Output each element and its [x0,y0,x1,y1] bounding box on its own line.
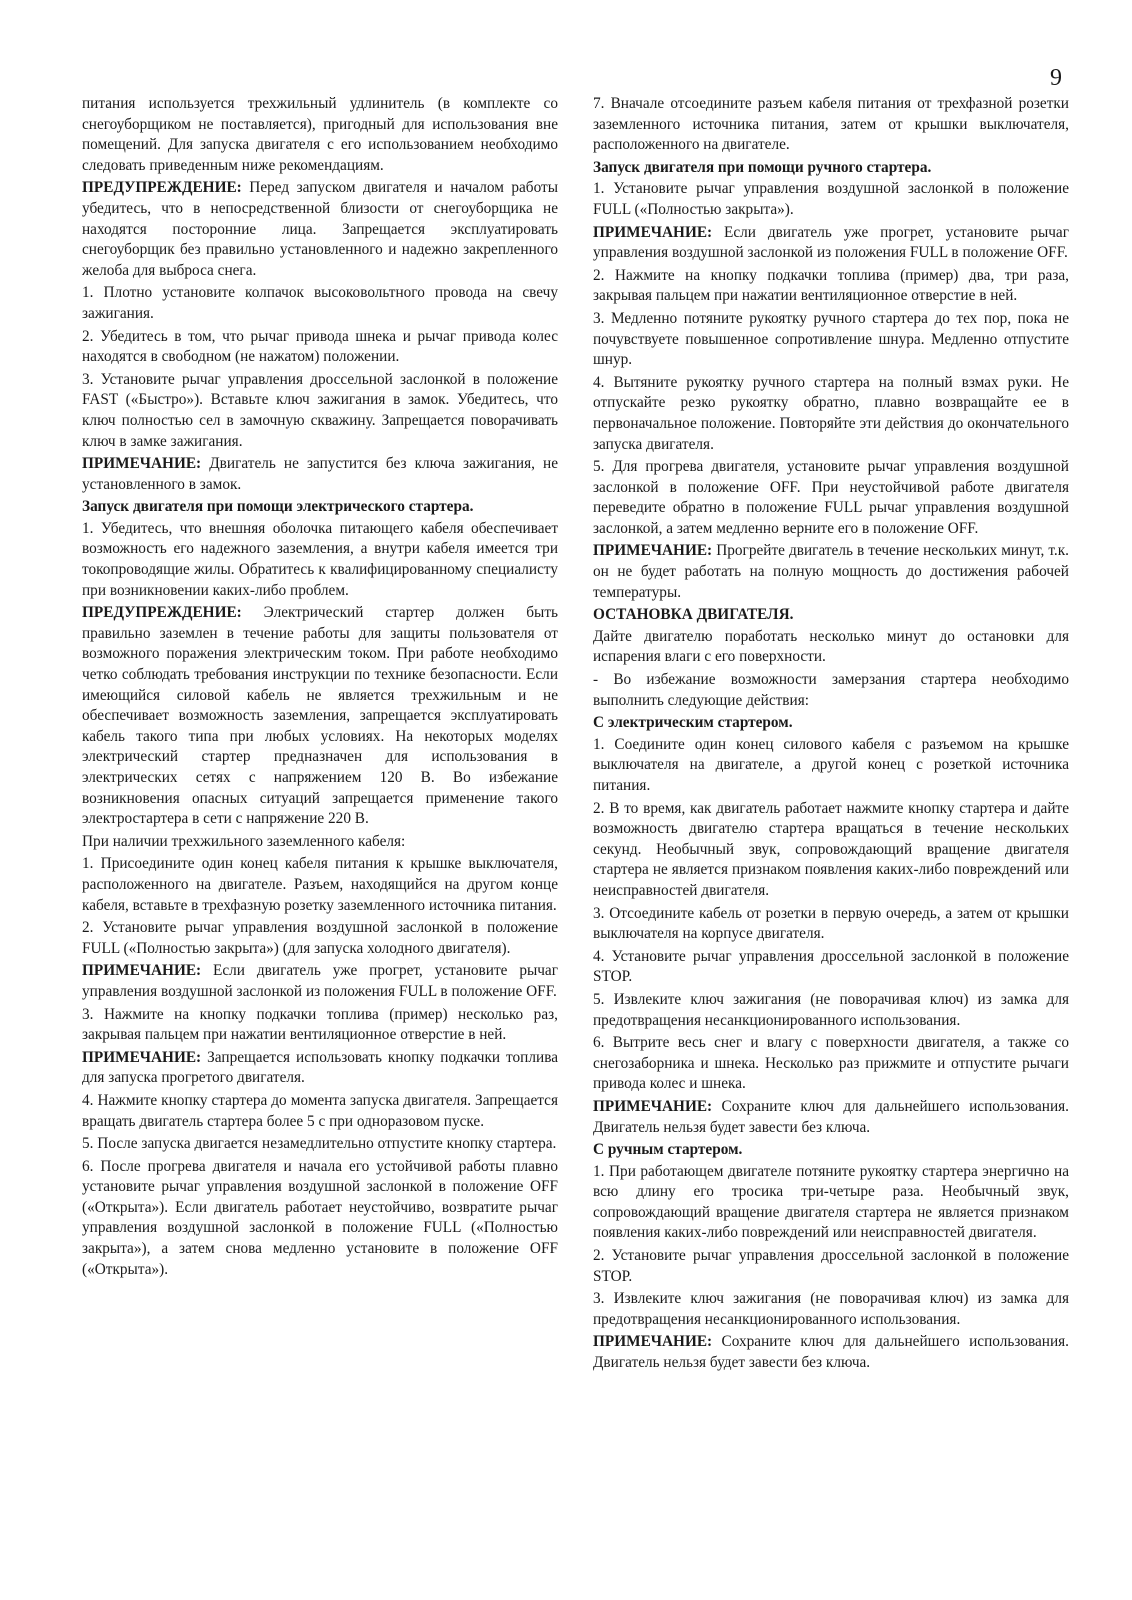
note-label: ПРИМЕЧАНИЕ: [593,542,713,560]
paragraph-text: 1. Плотно установите колпачок высоковольтного провода на свечу зажигания. [82,284,558,322]
paragraph [82,327,558,368]
paragraph-text: 6. Вытрите весь снег и влагу с поверхности двигателя, а также со снегозаборника и шнека. Несколько раз прижмите и отпустите рычаги привода колес и шнека. [593,1034,1069,1093]
paragraph-text: Электрический стартер должен быть правильно заземлен в течение работы для защиты пользователя от возможного поражения электрическим током. При работе необходимо четко соблюдать требования инструкции по технике безопасности. Если имеющийся силовой кабель не является трехжильным и не обеспечивает возможность заземления, запрещается эксплуатировать кабель такого типа при любых условиях. На некоторых моделях электрический стартер предназначен для использования в электрических сетях с напряжением 120 В. Во избежание возникновения опасных ситуаций запрещается применение такого электростартера в сети с напряжение 220 В. [82,604,558,828]
paragraph [82,1157,558,1281]
note-label: ПРИМЕЧАНИЕ: [593,1333,713,1351]
paragraph-text: ОСТАНОВКА ДВИГАТЕЛЯ. [593,606,794,624]
section-heading [593,1140,1069,1161]
left-column [82,94,558,1282]
paragraph-text: 2. В то время, как двигатель работает нажмите кнопку стартера и дайте возможность двигателю стартера вращаться в течение нескольких секунд. Необычный звук, сопровождающий вращение двигателя стартера не является признаком появления каких-либо повреждений или неисправностей двигателя. [593,799,1069,899]
note-label: ПРЕДУПРЕЖДЕНИЕ: [82,604,242,622]
paragraph [593,223,1069,264]
paragraph-text: питания используется трехжильный удлинитель (в комплекте со снегоуборщиком не поставляется), пригодный для использования вне помещений. Для запуска двигателя с его использованием необходимо следовать приведенным ниже рекомендациям. [82,95,558,174]
paragraph-text: С ручным стартером. [593,1141,743,1159]
paragraph-text: 2. Нажмите на кнопку подкачки топлива (пример) два, три раза, закрывая пальцем при нажатии вентиляционное отверстие в ней. [593,266,1069,305]
paragraph [593,179,1069,220]
section-heading [82,497,558,518]
paragraph-text: 3. Извлеките ключ зажигания (не поворачивая ключ) из замка для предотвращения несанкционированного использования. [593,1290,1069,1328]
paragraph-text: Сохраните ключ для дальнейшего использования. Двигатель нельзя будет завести без ключа. [593,1097,1069,1136]
paragraph-text: 5. Извлеките ключ зажигания (не поворачивая ключ) из замка для предотвращения несанкционированного использования. [593,990,1069,1029]
paragraph-text: 1. Соедините один конец силового кабеля с разъемом на крышке выключателя на двигателе, а другой конец с розеткой источника питания. [593,735,1069,794]
paragraph-text: Сохраните ключ для дальнейшего использования. Двигатель нельзя будет завести без ключа. [593,1333,1069,1372]
section-heading [593,158,1069,179]
paragraph-text: С электрическим стартером. [593,714,793,732]
paragraph-text: Прогрейте двигатель в течение нескольких минут, т.к. он не будет работать на полную мощность до достижения рабочей температуры. [593,542,1069,601]
paragraph [82,1134,558,1155]
paragraph-text: 2. Установите рычаг управления дроссельной заслонкой в положение STOP. [593,1247,1069,1285]
paragraph-text: 3. Отсоедините кабель от розетки в первую очередь, а затем от крышки выключателя на корпусе двигателя. [593,904,1069,943]
paragraph [82,832,558,853]
paragraph-text: При наличии трехжильного заземленного кабеля: [82,832,406,850]
paragraph-text: Если двигатель уже прогрет, установите рычаг управления воздушной заслонкой из положения FULL в положение OFF. [82,962,558,1000]
paragraph [593,627,1069,668]
paragraph-text: 1. Убедитесь, что внешняя оболочка питающего кабеля обеспечивает возможность его надежного заземления, а внутри кабеля имеется три токопроводящие жилы. Обратитесь к квалифицированному специалисту при возникновении каких-либо проблем. [82,519,558,599]
paragraph [82,854,558,916]
paragraph-text: 5. После запуска двигается незамедлительно отпустите кнопку стартера. [82,1135,557,1153]
paragraph-text: 5. Для прогрева двигателя, установите рычаг управления воздушной заслонкой в положение OFF. При неустойчивой работе двигателя переведите обратно в положение FULL рычаг управления воздушной заслонкой, а затем медленно верните его в положение OFF. [593,458,1069,537]
paragraph-text: Запрещается использовать кнопку подкачки топлива для запуска прогретого двигателя. [82,1048,558,1087]
note-label: ПРИМЕЧАНИЕ: [593,1097,713,1115]
paragraph-text: Перед запуском двигателя и началом работы убедитесь, что в непосредственной близости от снегоуборщика не находятся посторонние лица. Запрещается эксплуатировать снегоуборщик без правильно установленного и надежно закрепленного желоба для выброса снега. [82,179,558,279]
paragraph [593,1033,1069,1095]
paragraph-text: 4. Вытяните рукоятку ручного стартера на полный взмах руки. Не отпускайте резко рукоятку обратно, плавно возвращайте ее в первоначальное положение. Повторяйте эти действия до окончательного запуска двигателя. [593,373,1069,453]
paragraph [593,309,1069,371]
paragraph [82,918,558,959]
paragraph-text: 1. При работающем двигателе потяните рукоятку стартера энергично на всю длину его тросика три-четыре раза. Необычный звук, сопровождающий вращение двигателя стартера не является признаком появления каких-либо повреждений или неисправностей двигателя. [593,1162,1069,1242]
paragraph-text: 4. Нажмите кнопку стартера до момента запуска двигателя. Запрещается вращать двигатель стартера более 5 с при одноразовом пуске. [82,1091,558,1130]
paragraph [593,947,1069,988]
paragraph [593,1332,1069,1373]
paragraph [82,961,558,1002]
paragraph [82,94,558,176]
section-heading [593,713,1069,734]
paragraph [593,373,1069,455]
paragraph-text: 1. Присоедините один конец кабеля питания к крышке выключателя, расположенного на двигателе. Разъем, находящийся на другом конце кабеля, вставьте в трехфазную розетку заземленного источника питания. [82,855,558,914]
paragraph [82,1005,558,1046]
paragraph [593,457,1069,539]
note-label: ПРИМЕЧАНИЕ: [593,223,713,241]
right-column [593,94,1069,1376]
paragraph [82,454,558,495]
note-label: ПРЕДУПРЕЖДЕНИЕ: [82,179,242,197]
paragraph [593,1289,1069,1330]
paragraph-text: Если двигатель уже прогрет, установите рычаг управления воздушной заслонкой из положения FULL в положение OFF. [593,223,1069,262]
note-label: ПРИМЕЧАНИЕ: [82,962,202,980]
paragraph-text: Запуск двигателя при помощи электрического стартера. [82,498,474,516]
paragraph [593,1097,1069,1138]
paragraph-text: Запуск двигателя при помощи ручного стартера. [593,158,932,176]
paragraph [593,94,1069,156]
paragraph [593,541,1069,603]
paragraph-text: 3. Установите рычаг управления дроссельной заслонкой в положение FAST («Быстро»). Вставьте ключ зажигания в замок. Убедитесь, что ключ полностью сел в замочную скважину. Запрещается поворачивать ключ в замке зажигания. [82,370,558,450]
paragraph-text: Дайте двигателю поработать несколько минут до остановки для испарения влаги с его поверхности. [593,627,1069,666]
paragraph [593,670,1069,711]
paragraph [593,1246,1069,1287]
paragraph-text: - Во избежание возможности замерзания стартера необходимо выполнить следующие действия: [593,671,1069,709]
paragraph [82,178,558,281]
paragraph [593,735,1069,797]
note-label: ПРИМЕЧАНИЕ: [82,1048,202,1066]
paragraph [593,990,1069,1031]
paragraph-text: 6. После прогрева двигателя и начала его устойчивой работы плавно установите рычаг управления воздушной заслонкой в положение OFF («Открыта»). Если двигатель работает неустойчиво, возвратите рычаг управления воздушной заслонкой в положение FULL («Полностью закрыта»), а затем снова медленно установите в положение OFF («Открыта»). [82,1157,558,1278]
paragraph [593,266,1069,307]
paragraph [593,799,1069,902]
section-heading [593,605,1069,626]
paragraph [82,603,558,830]
page-number: 9 [1050,65,1062,91]
paragraph [593,1162,1069,1244]
paragraph-text: 7. Вначале отсоедините разъем кабеля питания от трехфазной розетки заземленного источника питания, затем от крышки выключателя, расположенного на двигателе. [593,95,1069,154]
paragraph-text: 2. Убедитесь в том, что рычаг привода шнека и рычаг привода колес находятся в свободном (не нажатом) положении. [82,327,558,366]
note-label: ПРИМЕЧАНИЕ: [82,455,202,473]
paragraph-text: 2. Установите рычаг управления воздушной заслонкой в положение FULL («Полностью закрыта») (для запуска холодного двигателя). [82,919,558,957]
paragraph [82,1048,558,1089]
paragraph-text: 3. Нажмите на кнопку подкачки топлива (пример) несколько раз, закрывая пальцем при нажатии вентиляционное отверстие в ней. [82,1005,558,1044]
paragraph [593,904,1069,945]
paragraph-text: Двигатель не запустится без ключа зажигания, не установленного в замок. [82,455,558,493]
paragraph [82,370,558,452]
paragraph [82,283,558,324]
paragraph [82,519,558,601]
paragraph-text: 1. Установите рычаг управления воздушной заслонкой в положение FULL («Полностью закрыта»). [593,180,1069,218]
paragraph [82,1091,558,1132]
paragraph-text: 4. Установите рычаг управления дроссельной заслонкой в положение STOP. [593,947,1069,986]
paragraph-text: 3. Медленно потяните рукоятку ручного стартера до тех пор, пока не почувствуете повышенное сопротивление шнура. Медленно отпустите шнур. [593,309,1069,369]
